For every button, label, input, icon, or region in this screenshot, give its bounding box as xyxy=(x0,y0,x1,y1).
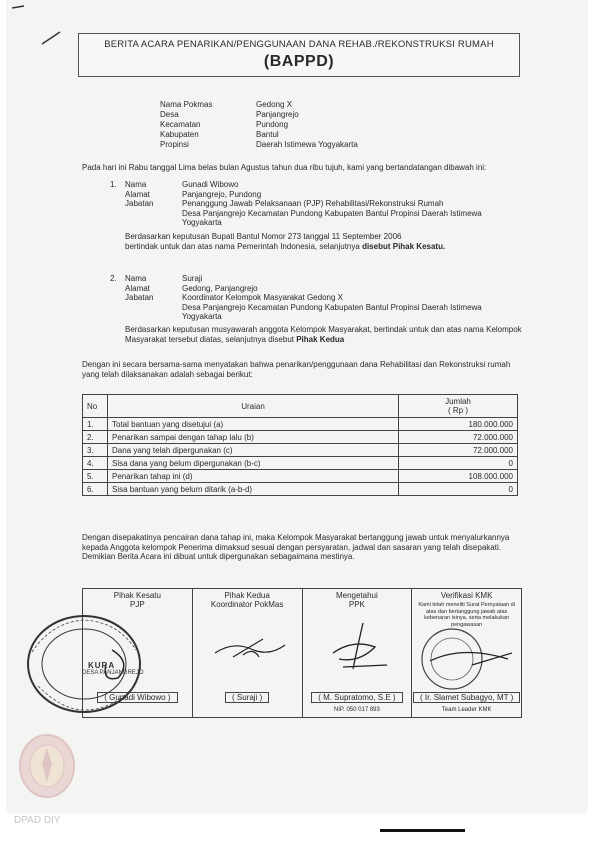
signature-pjp: Pihak Kesatu PJP ( Gunadi Wibowo ) xyxy=(83,589,193,718)
table-row: 3. Dana yang telah dipergunakan (c) 72.000.000 xyxy=(83,444,518,457)
party-number: 2. xyxy=(110,274,117,283)
opening-statement: Pada hari ini Rabu tanggal Lima belas bulan Agustus tahun dua ribu tujuh, kami yang bertandatangan dibawah ini: xyxy=(82,163,487,172)
signatory-name: ( Suraji ) xyxy=(225,692,269,703)
party-label: Jabatan xyxy=(125,199,154,209)
party-label: Jabatan xyxy=(125,293,154,303)
info-value: Gedong X xyxy=(256,100,293,109)
party-2 xyxy=(110,274,530,344)
signatory-nip: NIP. 050 017 893 xyxy=(333,707,380,713)
handwritten-signature xyxy=(193,619,303,679)
table-row: 1. Total bantuan yang disetujui (a) 180.000.000 xyxy=(83,418,518,431)
col-header-desc: Uraian xyxy=(108,395,399,418)
signature-pokmas: Pihak Kedua Koordinator PokMas ( Suraji ) xyxy=(192,589,302,718)
pokmas-info xyxy=(160,100,358,150)
signatory-name: ( Gunadi Wibowo ) xyxy=(97,692,177,703)
party-jabatan-cont: Desa Panjangrejo Kecamatan Pundong Kabupaten Bantul Propinsi Daerah Istimewa Yogyakarta xyxy=(182,302,482,322)
dpad-logo-icon xyxy=(16,730,78,802)
party-label: Nama xyxy=(125,180,147,189)
info-label: Kabupaten xyxy=(160,130,199,139)
table-header-row xyxy=(83,395,518,418)
party-jabatan-cont: Desa Panjangrejo Kecamatan Pundong Kabupaten Bantul Propinsi Daerah Istimewa Yogyakarta xyxy=(182,208,482,228)
signatory-title: Team Leader KMK xyxy=(441,707,492,713)
statement-intro: Dengan ini secara bersama-sama menyatakan bahwa penarikan/penggunaan dana Rehabilitasi dan Rekonstruksi rumah yang telah dilaksanakan adalah sebagai berikut: xyxy=(82,360,511,379)
party-basis: Berdasarkan keputusan musyawarah anggota Kelompok Masyarakat, bertindak untuk dan atas nama Kelompok Masyarakat tersebut diatas, selanjutnya disebut Pihak Kedua xyxy=(125,324,522,344)
party-value: Panjangrejo, Pundong xyxy=(182,189,262,199)
table-row: 2. Penarikan sampai dengan tahap lalu (b) 72.000.000 xyxy=(83,431,518,444)
document-acronym: (BAPPD) xyxy=(263,53,335,70)
party-value: Penanggung Jawab Pelaksanaan (PJP) Rehabilitasi/Rekonstruksi Rumah xyxy=(182,199,444,209)
info-value: Daerah Istimewa Yogyakarta xyxy=(256,140,358,149)
table-row: 6. Sisa bantuan yang belum ditarik (a-b-d) 0 xyxy=(83,483,518,496)
fund-table xyxy=(82,394,518,496)
bottom-bar xyxy=(380,829,465,832)
party-number: 1. xyxy=(110,180,117,189)
table-row: 4. Sisa dana yang belum dipergunakan (b-c) 0 xyxy=(83,457,518,470)
party-designation: disebut Pihak Kesatu. xyxy=(362,241,446,251)
village-stamp xyxy=(22,612,152,722)
party-designation: Pihak Kedua xyxy=(296,334,345,344)
info-value: Bantul xyxy=(256,130,279,139)
signatory-name: ( M. Supratomo, S.E ) xyxy=(311,692,402,703)
signature-ppk: Mengetahui PPK ( M. Supratomo, S.E ) NIP. 050 017 893 xyxy=(302,589,412,718)
col-header-no: No xyxy=(83,395,108,418)
table-row: 5. Penarikan tahap ini (d) 108.000.000 xyxy=(83,470,518,483)
info-label: Kecamatan xyxy=(160,120,201,129)
stamp-label: KURA xyxy=(88,661,116,670)
party-basis-cont: bertindak untuk dan atas nama Pemerintah Indonesia, selanjutnya disebut Pihak Kesatu. xyxy=(125,241,446,251)
party-value: Koordinator Kelompok Masyarakat Gedong X xyxy=(182,293,343,303)
party-basis: Berdasarkan keputusan Bupati Bantul Nomor 273 tanggal 11 September 2006 xyxy=(125,231,402,241)
col-header-amount: Jumlah ( Rp ) xyxy=(399,395,518,418)
party-1 xyxy=(110,180,515,251)
party-label: Alamat xyxy=(125,189,150,199)
handwritten-signature xyxy=(303,619,413,679)
info-label: Propinsi xyxy=(160,140,189,149)
info-value: Pundong xyxy=(256,120,289,129)
party-value: Gunadi Wibowo xyxy=(182,180,239,189)
party-label: Nama xyxy=(125,274,147,283)
title-box xyxy=(78,33,520,77)
party-value: Gedong, Panjangrejo xyxy=(182,283,258,293)
pen-mark xyxy=(10,2,70,52)
watermark-text: DPAD DIY xyxy=(14,815,61,826)
kmk-stamp xyxy=(412,625,522,695)
closing-statement xyxy=(82,533,522,562)
party-value: Suraji xyxy=(182,274,203,283)
closing-paragraph: Dengan disepakatinya pencairan dana tahap ini, maka Kelompok Masyarakat bertanggung jawab untuk menyalurkannya kepada Anggota kelompok Penerima dimaksud sesuai dengan persyaratan, jadwal dan sasaran yang telah disepakati. xyxy=(82,533,510,552)
info-label: Nama Pokmas xyxy=(160,100,213,109)
party-label: Alamat xyxy=(125,283,150,293)
document-title: BERITA ACARA PENARIKAN/PENGGUNAAN DANA REHAB./REKONSTRUKSI RUMAH xyxy=(104,39,494,50)
closing-final: Demikian Berita Acara ini dibuat untuk dipergunakan sebagaimana mestinya. xyxy=(82,552,355,562)
signatory-name: ( Ir. Slamet Subagyo, MT ) xyxy=(413,692,520,703)
signature-kmk: Verifikasi KMK Kami telah meneliti Surat Pernyataan di atas dan bertanggung jawab atas kebenaran isinya, serta melakukan pengawasan ( Ir. Slamet Subagyo, MT ) Team Leader KMK xyxy=(412,589,522,718)
stamp-village: DESA PANJANGREJO xyxy=(82,670,144,676)
info-label: Desa xyxy=(160,110,179,119)
verification-note: Kami telah meneliti Surat Pernyataan di atas dan bertanggung jawab atas kebenaran isinya, serta melakukan pengawasan xyxy=(418,602,515,628)
info-value: Panjangrejo xyxy=(256,110,299,119)
